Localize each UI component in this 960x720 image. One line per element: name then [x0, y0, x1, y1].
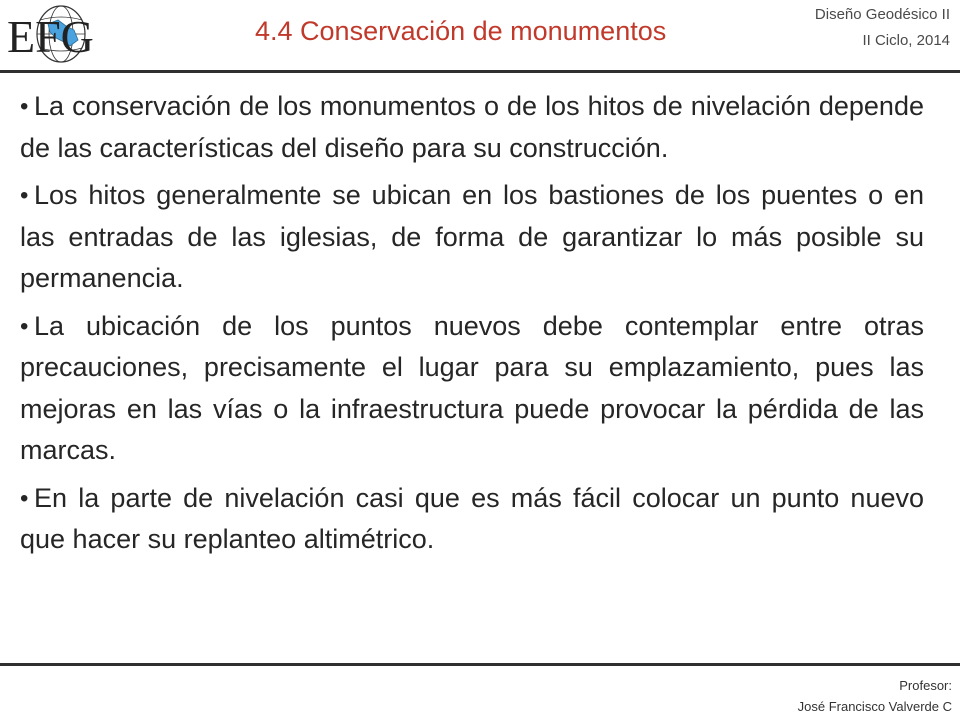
bullet-item	[20, 175, 924, 300]
efg-logo	[4, 2, 118, 68]
page-title: 4.4 Conservación de monumentos	[255, 16, 667, 46]
bullet-icon: •	[20, 93, 29, 120]
bullet-text: En la parte de nivelación casi que es más fácil colocar un punto nuevo que hacer su replanteo altimétrico.	[20, 482, 924, 554]
bullet-icon: •	[20, 312, 29, 340]
header-divider	[0, 70, 960, 73]
bullet-icon: •	[20, 484, 29, 512]
bullet-text: Los hitos generalmente se ubican en los bastiones de los puentes o en las entradas de las iglesias, de forma de garantizar lo más posible su permanencia.	[20, 180, 924, 293]
footer-role: Profesor:	[899, 678, 952, 693]
footer-name: José Francisco Valverde C	[797, 699, 952, 714]
bullet-item	[20, 478, 924, 561]
footer	[798, 675, 952, 717]
logo-text: EFG	[7, 11, 94, 62]
course-info	[815, 2, 950, 54]
bullet-item	[20, 86, 924, 169]
bullet-item	[20, 306, 924, 472]
bullet-icon: •	[20, 182, 29, 209]
bullet-text: La ubicación de los puntos nuevos debe contemplar entre otras precauciones, precisamente el lugar para su emplazamiento, pues las mejoras en las vías o la infraestructura puede provocar la pérdida de las marcas.	[20, 310, 924, 465]
globe-logo-icon	[4, 2, 118, 68]
bullet-text: La conservación de los monumentos o de los hitos de nivelación depende de las características del diseño para su construcción.	[20, 91, 924, 163]
course-name: Diseño Geodésico II	[814, 6, 950, 23]
bullet-list	[20, 86, 924, 567]
course-term: II Ciclo, 2014	[862, 32, 950, 49]
footer-divider	[0, 663, 960, 666]
